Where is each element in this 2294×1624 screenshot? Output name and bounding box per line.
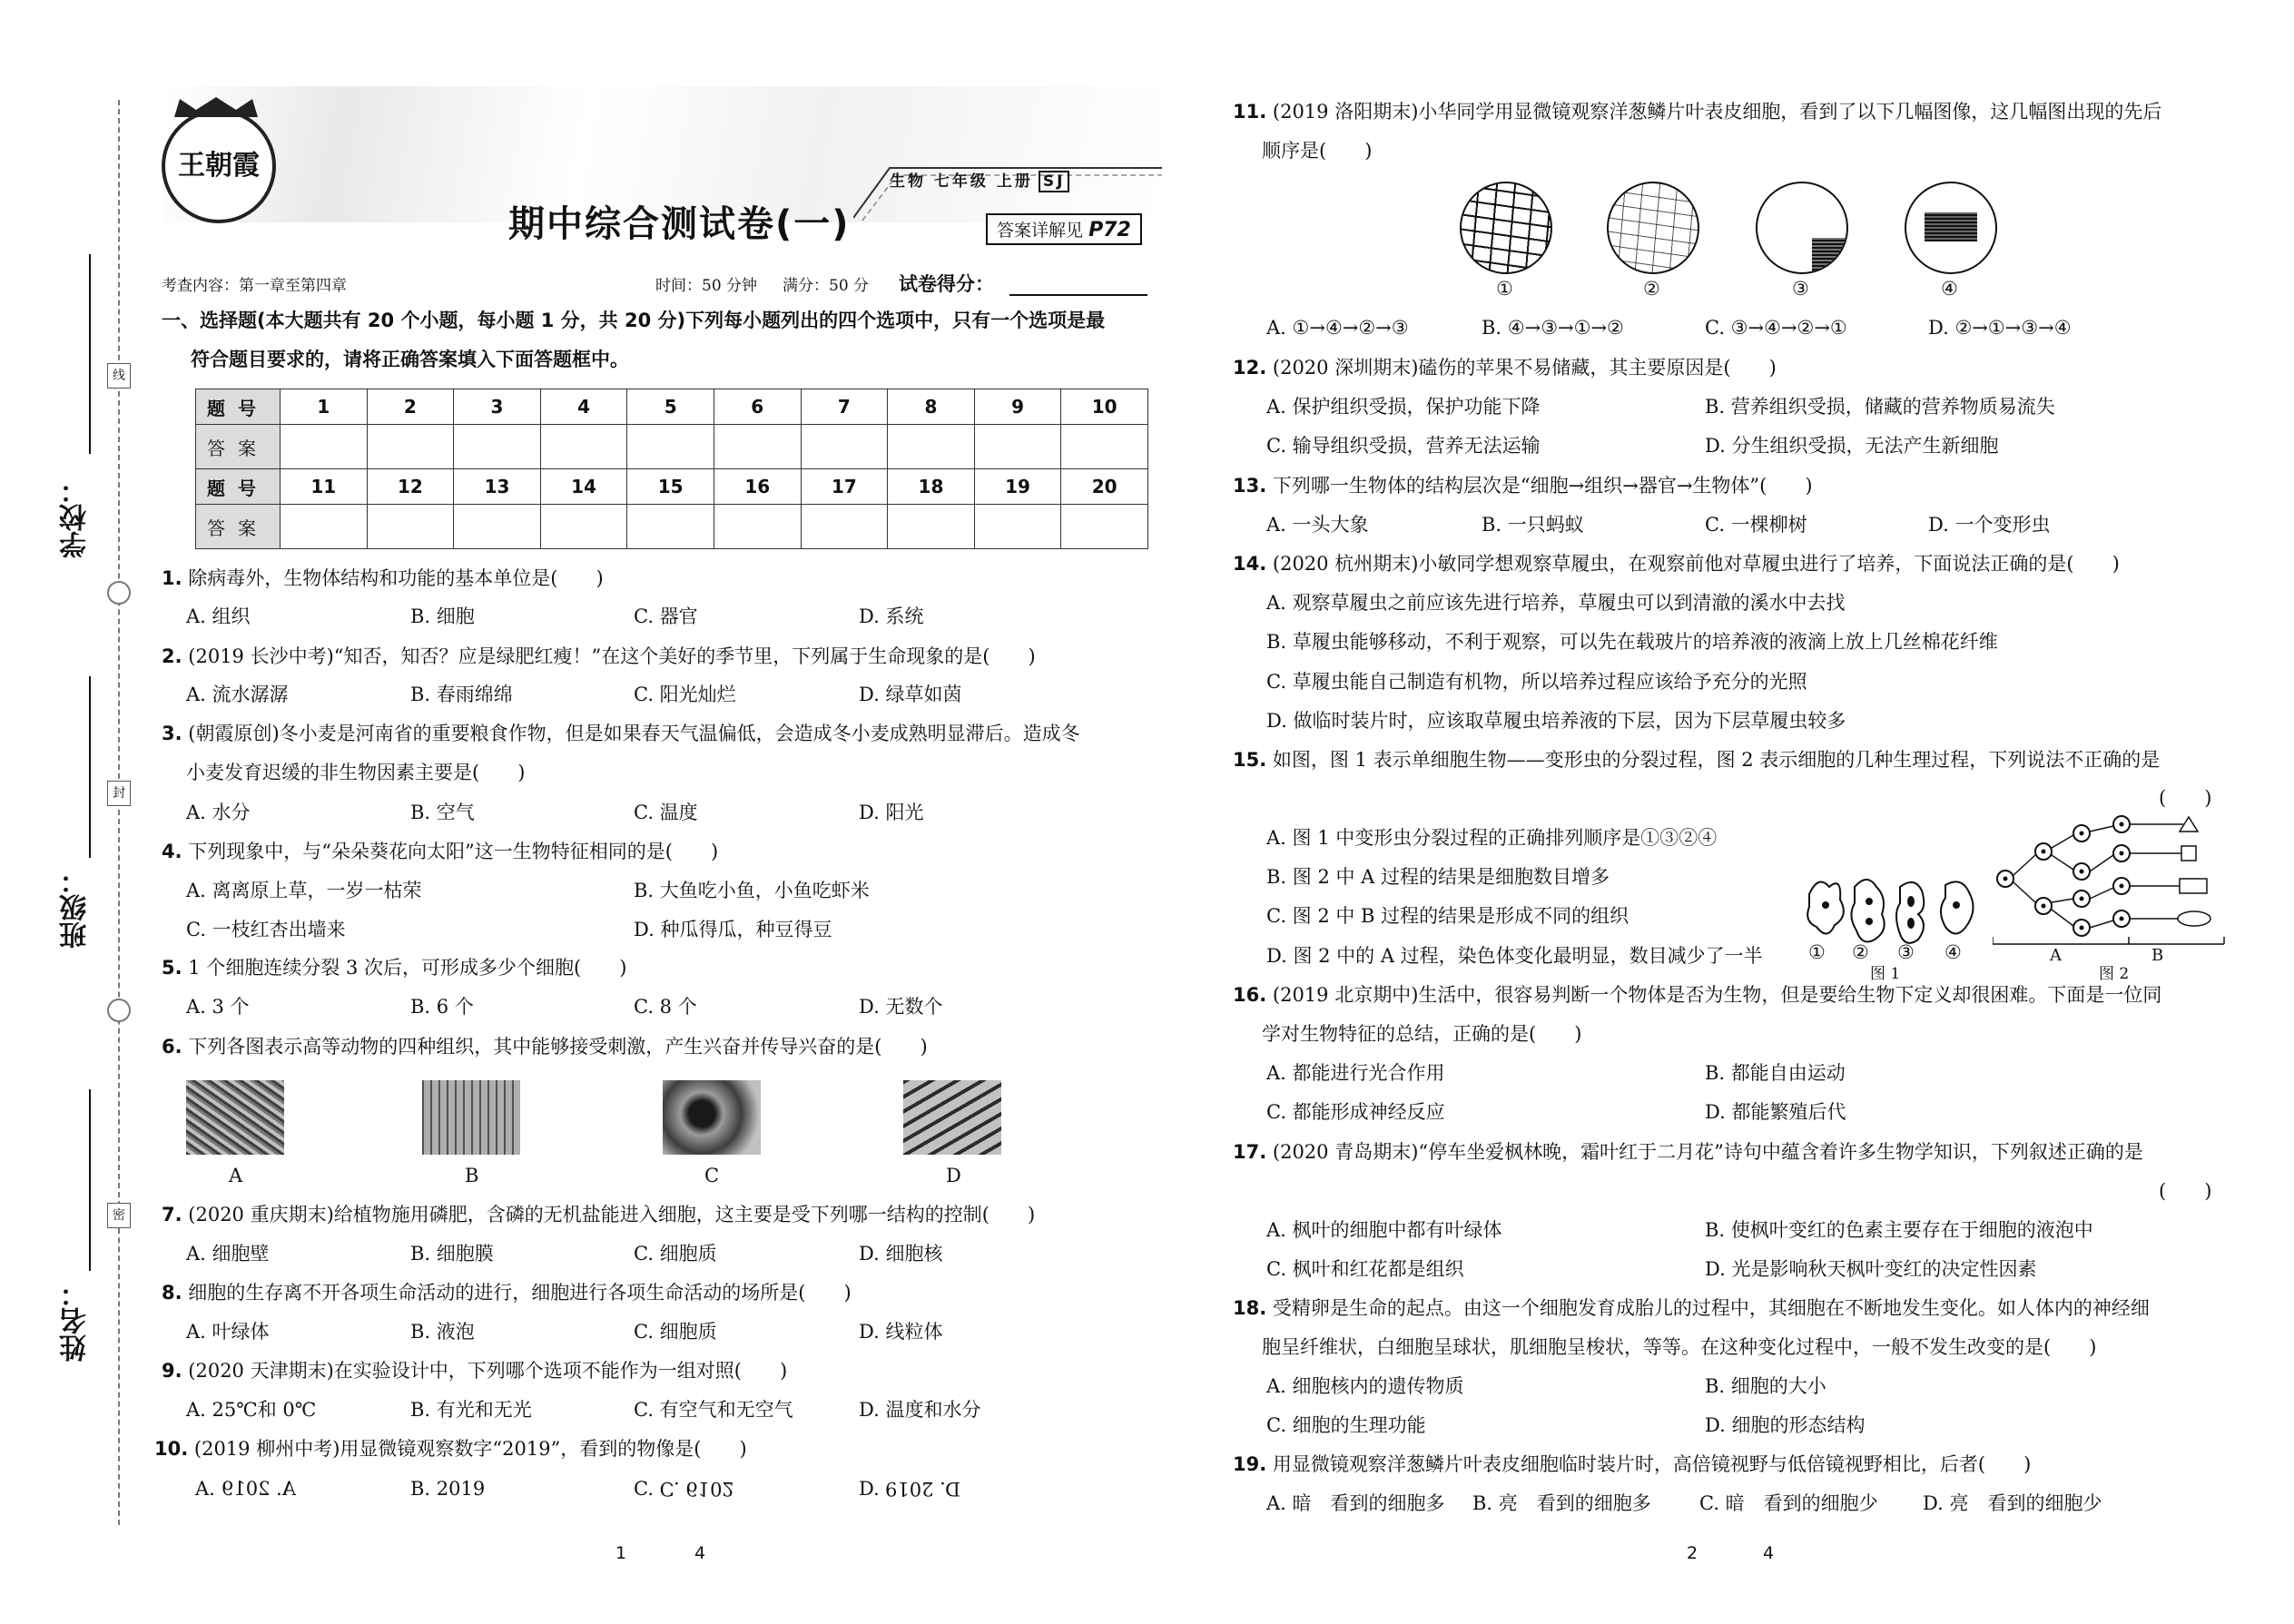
page-total-left: 4 — [694, 1543, 706, 1563]
question-3: 3. (朝霞原创)冬小麦是河南省的重要粮食作物，但是如果春天气温偏低，会造成冬小麦成熟明显滞后。造成冬 — [162, 723, 1080, 744]
page-number-left: 1 — [615, 1543, 627, 1563]
microscope-view-4 — [1905, 182, 1997, 274]
option-a[interactable]: A. 保护组织受损，保护功能下降 — [1266, 396, 1541, 418]
question-9: 9. (2020 天津期末)在实验设计中，下列哪个选项不能作为一组对照( ) — [162, 1360, 788, 1382]
answer-grid — [195, 389, 1148, 549]
seal-tag-bottom: 密 — [107, 1203, 131, 1228]
option-c[interactable]: C. 器官 — [634, 605, 698, 627]
answer-cell[interactable] — [801, 425, 888, 469]
answer-cell[interactable] — [1061, 505, 1148, 549]
page-total-right: 4 — [1763, 1543, 1775, 1563]
answer-cell[interactable] — [367, 505, 454, 549]
question-15: 15. 如图，图 1 表示单细胞生物——变形虫的分裂过程，图 2 表示细胞的几种生理过程，下列说法不正确的是 — [1233, 749, 2161, 771]
question-11-cont: 顺序是( ) — [1262, 140, 1373, 162]
question-16: 16. (2019 北京期中)生活中，很容易判断一个物体是否为生物，但是要给生物下定义却很困难。下面是一位同 — [1233, 984, 2162, 1006]
option-a[interactable]: A. 叶绿体 — [186, 1321, 270, 1343]
answer-cell[interactable] — [714, 425, 801, 469]
grid-label: 答案 — [196, 505, 281, 549]
option-b[interactable]: B. 一只蚂蚁 — [1482, 514, 1584, 536]
crown-icon — [165, 95, 267, 119]
publisher-logo: 王朝霞 — [162, 109, 276, 223]
option-b[interactable]: B. 草履虫能够移动，不利于观察，可以先在载玻片的培养液的液滴上放上几丝棉花纤维 — [1266, 631, 1998, 653]
option-b[interactable]: B. 细胞 — [410, 605, 475, 627]
name-label: 姓名： — [60, 1280, 92, 1362]
class-label: 班级： — [60, 867, 92, 949]
answer-grid-num-row — [196, 469, 1148, 505]
answer-grid-num-row — [196, 389, 1148, 425]
answer-cell[interactable] — [281, 505, 368, 549]
option-a[interactable]: A. 图 1 中变形虫分裂过程的正确排列顺序是①③②④ — [1266, 827, 1718, 849]
option-c[interactable]: C. 温度 — [634, 802, 698, 823]
question-16-cont: 学对生物特征的总结，正确的是( ) — [1262, 1023, 1582, 1045]
answer-cell[interactable] — [540, 505, 627, 549]
option-a[interactable]: A. 暗 看到的细胞多 — [1266, 1492, 1445, 1514]
question-13: 13. 下列哪一生物体的结构层次是“细胞→组织→器官→生物体”( ) — [1233, 475, 1813, 497]
option-c[interactable]: C. 细胞的生理功能 — [1266, 1414, 1426, 1436]
section-intro-2: 符合题目要求的，请将正确答案填入下面答题框中。 — [191, 349, 629, 370]
option-d[interactable]: D. 系统 — [859, 605, 924, 627]
option-b[interactable]: B. 有光和无光 — [410, 1399, 532, 1421]
option-a[interactable]: A. 3 个 — [186, 996, 250, 1018]
fig1-label: ④ — [1944, 941, 1962, 963]
grid-num: 20 — [1061, 469, 1148, 505]
option-b[interactable]: B. 6 个 — [410, 996, 474, 1018]
question-11: 11. (2019 洛阳期末)小华同学用显微镜观察洋葱鳞片叶表皮细胞，看到了以下几幅图像，这几幅图出现的先后 — [1233, 101, 2162, 123]
option-d[interactable]: D. ②→①→③→④ — [1928, 317, 2072, 339]
option-c[interactable]: C. 阳光灿烂 — [634, 684, 736, 705]
flipped-2019-c: C. 6102 — [659, 1478, 734, 1500]
fig-label: ④ — [1941, 278, 1958, 300]
option-a[interactable]: A. 组织 — [186, 605, 251, 627]
question-17: 17. (2020 青岛期末)“停车坐爱枫林晚，霜叶红于二月花”诗句中蕴含着许多生物学知识，下列叙述正确的是 — [1233, 1141, 2143, 1163]
option-d[interactable]: D. 图 2 中的 A 过程，染色体变化最明显，数目减少了一半 — [1266, 945, 1763, 967]
option-b[interactable]: B. 液泡 — [410, 1321, 475, 1343]
option-d[interactable]: D. 一个变形虫 — [1928, 514, 2051, 536]
option-d[interactable]: D. 无数个 — [859, 996, 943, 1018]
mirrored-2019-a: A. 2019 — [221, 1478, 296, 1500]
question-19: 19. 用显微镜观察洋葱鳞片叶表皮细胞临时装片时，高倍镜视野与低倍镜视野相比，后者( ) — [1233, 1453, 2032, 1475]
fig1-caption: 图 1 — [1870, 965, 1901, 983]
page-number-right: 2 — [1687, 1543, 1698, 1563]
answer-cell[interactable] — [714, 505, 801, 549]
school-underline — [89, 254, 91, 454]
option-b[interactable]: B. 2019 — [410, 1478, 486, 1500]
option-d[interactable]: D — [946, 1165, 961, 1186]
answer-cell[interactable] — [367, 425, 454, 469]
option-d[interactable]: D. 都能繁殖后代 — [1705, 1101, 1846, 1123]
answer-grid-ans-row — [196, 425, 1148, 469]
binding-dashed-line — [118, 100, 120, 1525]
option-d[interactable]: D. 细胞核 — [859, 1243, 943, 1265]
class-underline — [89, 676, 91, 858]
answer-paren: ( ) — [2159, 787, 2212, 809]
grid-num: 19 — [974, 469, 1061, 505]
grid-num: 17 — [801, 469, 888, 505]
answer-cell[interactable] — [454, 505, 541, 549]
option-c[interactable]: C. 图 2 中 B 过程的结果是形成不同的组织 — [1266, 905, 1629, 927]
fig2-label-b: B — [2151, 946, 2164, 965]
grid-num: 1 — [281, 389, 368, 425]
option-c[interactable]: C. 暗 看到的细胞少 — [1699, 1492, 1878, 1514]
option-c[interactable]: C. 细胞质 — [634, 1243, 717, 1265]
grid-num: 8 — [888, 389, 975, 425]
answer-cell[interactable] — [454, 425, 541, 469]
option-c[interactable]: C — [704, 1165, 720, 1186]
grid-num: 2 — [367, 389, 454, 425]
option-d[interactable]: D. 做临时装片时，应该取草履虫培养液的下层，因为下层草履虫较多 — [1266, 710, 1846, 732]
question-5: 5. 1 个细胞连续分裂 3 次后，可形成多少个细胞( ) — [162, 957, 627, 979]
question-18: 18. 受精卵是生命的起点。由这一个细胞发育成胎儿的过程中，其细胞在不断地发生变化。如人体内的神经细 — [1233, 1297, 2150, 1319]
grid-num: 14 — [540, 469, 627, 505]
school-label: 学校： — [60, 477, 92, 558]
option-a[interactable]: A. 细胞核内的遗传物质 — [1266, 1375, 1464, 1397]
full-score: 满分：50 分 — [783, 277, 870, 295]
binding-hole-icon — [107, 581, 131, 605]
grid-label: 题号 — [196, 389, 281, 425]
question-10: 10. (2019 柳州中考)用显微镜观察数字“2019”，看到的物像是( ) — [154, 1438, 747, 1460]
question-14: 14. (2020 杭州期末)小敏同学想观察草履虫，在观察前他对草履虫进行了培养，下面说法正确的是( ) — [1233, 553, 2120, 575]
grid-label: 题号 — [196, 469, 281, 505]
option-d[interactable]: D. 种瓜得瓜，种豆得豆 — [634, 919, 832, 940]
fig-label: ① — [1496, 278, 1513, 300]
question-8: 8. 细胞的生存离不开各项生命活动的进行，细胞进行各项生命活动的场所是( ) — [162, 1282, 852, 1304]
grid-num: 3 — [454, 389, 541, 425]
option-c[interactable]: C. 有空气和无空气 — [634, 1399, 793, 1421]
answer-cell[interactable] — [974, 425, 1061, 469]
microscope-view-3 — [1756, 182, 1848, 274]
grid-num: 11 — [281, 469, 368, 505]
answer-cell[interactable] — [627, 505, 714, 549]
seal-tag-top: 线 — [107, 363, 131, 389]
option-b[interactable]: B. 图 2 中 A 过程的结果是细胞数目增多 — [1266, 866, 1610, 888]
microscope-view-2 — [1607, 182, 1699, 274]
option-b[interactable]: B. 营养组织受损，储藏的营养物质易流失 — [1705, 396, 2055, 418]
grid-num: 15 — [627, 469, 714, 505]
option-b[interactable]: B. 都能自由运动 — [1705, 1062, 1846, 1084]
option-c[interactable]: C. 输导组织受损，营养无法运输 — [1266, 435, 1541, 457]
answer-cell[interactable] — [888, 425, 975, 469]
option-a[interactable]: A. 水分 — [186, 802, 251, 823]
grid-num: 9 — [974, 389, 1061, 425]
grid-num: 6 — [714, 389, 801, 425]
option-d[interactable]: D. D. 2019 — [859, 1478, 961, 1500]
answer-cell[interactable] — [974, 505, 1061, 549]
grid-num: 10 — [1061, 389, 1148, 425]
binding-hole-icon — [107, 999, 131, 1022]
microscope-view-1 — [1460, 182, 1552, 274]
tissue-image-c — [663, 1080, 761, 1155]
option-c[interactable]: C. 草履虫能自己制造有机物，所以培养过程应该给予充分的光照 — [1266, 671, 1807, 693]
question-6: 6. 下列各图表示高等动物的四种组织，其中能够接受刺激，产生兴奋并传导兴奋的是( ) — [162, 1036, 928, 1058]
option-c[interactable]: C. 枫叶和红花都是组织 — [1266, 1258, 1464, 1280]
fig1-label: ③ — [1897, 941, 1915, 963]
option-d[interactable]: D. 阳光 — [859, 802, 924, 823]
option-c[interactable]: C. 都能形成神经反应 — [1266, 1101, 1445, 1123]
option-b[interactable]: B. 使枫叶变红的色素主要存在于细胞的液泡中 — [1705, 1219, 2093, 1241]
option-b[interactable]: B. 空气 — [410, 802, 475, 823]
option-a[interactable]: A. 流水潺潺 — [186, 684, 289, 705]
option-d[interactable]: D. 线粒体 — [859, 1321, 943, 1343]
option-b[interactable]: B. 细胞膜 — [410, 1243, 494, 1265]
question-3-cont: 小麦发育迟缓的非生物因素主要是( ) — [186, 762, 526, 783]
answer-grid-ans-row — [196, 505, 1148, 549]
option-a[interactable]: A. 枫叶的细胞中都有叶绿体 — [1266, 1219, 1502, 1241]
grid-num: 5 — [627, 389, 714, 425]
option-b[interactable]: B — [465, 1165, 479, 1186]
answer-cell[interactable] — [1061, 425, 1148, 469]
option-d[interactable]: D. 温度和水分 — [859, 1399, 981, 1421]
option-b[interactable]: B. ④→③→①→② — [1482, 317, 1624, 339]
answer-paren: ( ) — [2159, 1180, 2212, 1202]
answer-cell[interactable] — [540, 425, 627, 469]
option-a[interactable]: A. 一头大象 — [1266, 514, 1369, 536]
option-a[interactable]: A. ①→④→②→③ — [1266, 317, 1409, 339]
fig1-label: ① — [1808, 941, 1826, 963]
option-a[interactable]: A. A. 2019 — [195, 1478, 296, 1500]
option-d[interactable]: D. 绿草如茵 — [859, 684, 962, 705]
option-d[interactable]: D. 细胞的形态结构 — [1705, 1414, 1866, 1436]
tissue-image-b — [422, 1080, 520, 1155]
question-4: 4. 下列现象中，与“朵朵葵花向太阳”这一生物特征相同的是( ) — [162, 841, 719, 862]
grid-num: 12 — [367, 469, 454, 505]
score-label: 试卷得分： — [899, 272, 994, 295]
tissue-image-d — [903, 1080, 1001, 1155]
option-c[interactable]: C. C. 6102 — [634, 1478, 734, 1500]
answer-reference: 答案详解见 P72 — [986, 213, 1142, 245]
fig2-label-a: A — [2050, 946, 2062, 965]
option-c[interactable]: C. 一枝红杏出墙来 — [186, 919, 346, 940]
answer-cell[interactable] — [627, 425, 714, 469]
option-c[interactable]: C. 8 个 — [634, 996, 697, 1018]
option-b[interactable]: B. 大鱼吃小鱼，小鱼吃虾米 — [634, 880, 870, 901]
option-a[interactable]: A. 都能进行光合作用 — [1266, 1062, 1445, 1084]
option-a[interactable]: A — [229, 1165, 243, 1186]
tissue-image-a — [186, 1080, 284, 1155]
option-b[interactable]: B. 亮 看到的细胞多 — [1472, 1492, 1651, 1514]
option-c[interactable]: C. 细胞质 — [634, 1321, 717, 1343]
page-title: 期中综合测试卷(一) — [508, 203, 851, 245]
option-b[interactable]: B. 春雨绵绵 — [410, 684, 513, 705]
option-a[interactable]: A. 观察草履虫之前应该先进行培养，草履虫可以到清澈的溪水中去找 — [1266, 592, 1846, 614]
option-a[interactable]: A. 25℃和 0℃ — [186, 1399, 317, 1421]
question-12: 12. (2020 深圳期末)磕伤的苹果不易储藏，其主要原因是( ) — [1233, 357, 1777, 379]
figure-2-cell-processes — [1993, 808, 2229, 967]
fig2-caption: 图 2 — [2099, 965, 2130, 983]
grid-label: 答案 — [196, 425, 281, 469]
grid-num: 13 — [454, 469, 541, 505]
grid-num: 4 — [540, 389, 627, 425]
answer-cell[interactable] — [888, 505, 975, 549]
fig-label: ② — [1643, 278, 1660, 300]
grid-num: 18 — [888, 469, 975, 505]
option-b[interactable]: B. 细胞的大小 — [1705, 1375, 1826, 1397]
question-18-cont: 胞呈纤维状，白细胞呈球状，肌细胞呈梭状，等等。在这种变化过程中，一般不发生改变的是( ) — [1262, 1336, 2097, 1358]
option-d[interactable]: D. 亮 看到的细胞少 — [1923, 1492, 2102, 1514]
option-a[interactable]: A. 离离原上草，一岁一枯荣 — [186, 880, 422, 901]
section-intro: 一、选择题(本大题共有 20 个小题，每小题 1 分，共 20 分)下列每小题列出的四个选项中，只有一个选项是最 — [162, 310, 1106, 331]
answer-cell[interactable] — [801, 505, 888, 549]
question-1: 1. 除病毒外，生物体结构和功能的基本单位是( ) — [162, 567, 604, 589]
question-7: 7. (2020 重庆期末)给植物施用磷肥，含磷的无机盐能进入细胞，这主要是受下列哪一结构的控制( ) — [162, 1204, 1036, 1225]
option-c[interactable]: C. 一棵柳树 — [1705, 514, 1807, 536]
subject-tag: 生物 七年级 上册 SJ — [890, 168, 1069, 192]
exam-time: 时间：50 分钟 — [655, 277, 758, 295]
fig-label: ③ — [1792, 278, 1809, 300]
question-2: 2. (2019 长沙中考)“知否，知否？应是绿肥红瘦！”在这个美好的季节里，下列属于生命现象的是( ) — [162, 645, 1036, 667]
grid-num: 7 — [801, 389, 888, 425]
name-underline — [89, 1089, 91, 1271]
option-a[interactable]: A. 细胞壁 — [186, 1243, 270, 1265]
option-c[interactable]: C. ③→④→②→① — [1705, 317, 1847, 339]
exam-scope: 考查内容：第一章至第四章 — [162, 277, 347, 295]
seal-tag-mid: 封 — [107, 781, 131, 806]
fig1-label: ② — [1852, 941, 1869, 963]
option-d[interactable]: D. 光是影响秋天枫叶变红的决定性因素 — [1705, 1258, 2037, 1280]
score-field[interactable] — [1009, 294, 1147, 296]
rotated-2019-d: D. 2019 — [885, 1478, 961, 1500]
grid-num: 16 — [714, 469, 801, 505]
answer-cell[interactable] — [281, 425, 368, 469]
option-d[interactable]: D. 分生组织受损，无法产生新细胞 — [1705, 435, 1999, 457]
